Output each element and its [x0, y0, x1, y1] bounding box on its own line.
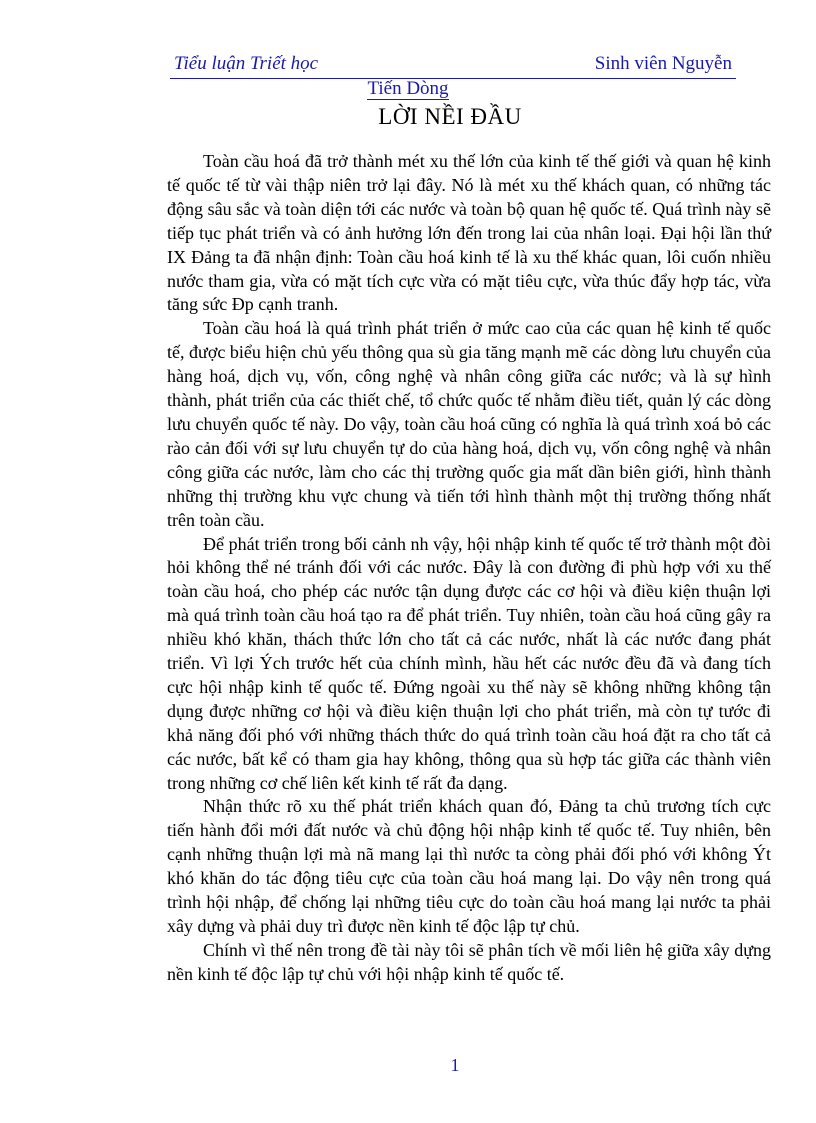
page-header	[170, 52, 736, 79]
document-title: LỜI NỀI ĐẦU	[378, 104, 522, 129]
paragraph-3: Để phát triển trong bối cảnh nh vậy, hội nhập kinh tế quốc tế trở thành một đòi hỏi không thể né tránh đối với các nước. Đây là con đường đi phù hợp với xu thế toàn cầu hoá, cho phép các nước tận dụng được các cơ hội và điều kiện thuận lợi mà quá trình toàn cầu hoá tạo ra để phát triển. Tuy nhiên, toàn cầu hoá cũng gây ra nhiều khó khăn, thách thức lớn cho tất cả các nước, nhất là các nước đang phát triển. Vì lợi Ých trước hết của chính mình, hầu hết các nước đều đã và đang tích cực hội nhập kinh tế quốc tế. Đứng ngoài xu thế này sẽ không những không tận dụng được những cơ hội và điều kiện thuận lợi cho phát triển, mà còn tự tước đi khả năng đối phó với những thách thức do quá trình toàn cầu hoá đặt ra cho tất cả các nước, bất kể có tham gia hay không, thông qua sù hợp tác giữa các thành viên trong những cơ chế liên kết kinh tế rất đa dạng.	[167, 533, 771, 793]
document-body	[167, 150, 771, 987]
page-number: 1	[450, 1055, 460, 1075]
header-course-title: Tiểu luận Triết học	[174, 53, 319, 74]
paragraph-2: Toàn cầu hoá là quá trình phát triển ở mức cao của các quan hệ kinh tế quốc tế, được biểu hiện chủ yếu thông qua sù gia tăng mạnh mẽ các dòng lưu chuyển của hàng hoá, dịch vụ, vốn, công nghệ và nhân công giữa các nước; và là sự hình thành, phát triển của các thiết chế, tổ chức quốc tế nhằm điều tiết, quản lý các dòng lưu chuyển quốc tế này. Do vậy, toàn cầu hoá cũng có nghĩa là quá trình xoá bỏ các rào cản đối với sự lưu chuyển tự do của hàng hoá, dịch vụ, vốn công nghệ và nhân công giữa các nước, làm cho các thị trường quốc gia mất dần biên giới, hình thành những thị trường khu vực chung và tiến tới hình thành một thị trường thống nhất trên toàn cầu.	[167, 318, 771, 530]
header-student-name-continued	[0, 78, 816, 100]
header-continuation-text: Tiến Dòng	[367, 78, 449, 99]
paragraph-4: Nhận thức rõ xu thế phát triển khách quan đó, Đảng ta chủ trương tích cực tiến hành đổi mới đất nước và chủ động hội nhập kinh tế quốc tế. Tuy nhiên, bên cạnh những thuận lợi mà nã mang lại thì nước ta còng phải đối phó với không Ýt khó khăn do tác động tiêu cực của toàn cầu hoá mang lại. Do vậy nên trong quá trình hội nhập, để chống lại những tiêu cực do toàn cầu hoá mang lại nước ta phải xây dựng và phải duy trì được nền kinh tế độc lập tự chủ.	[167, 796, 771, 936]
header-student-name: Sinh viên Nguyễn	[594, 53, 732, 74]
paragraph-1: Toàn cầu hoá đã trở thành mét xu thế lớn của kinh tế thế giới và quan hệ kinh tế quốc tế từ vài thập niên trở lại đây. Nó là mét xu thế khách quan, có những tác động sâu sắc và toàn diện tới các nước và toàn bộ quan hệ quốc tế. Quá trình này sẽ tiếp tục phát triển và có ảnh hưởng lớn đến trong lai của nhân loại. Đại hội lần thứ IX Đảng ta đã nhận định: Toàn cầu hoá kinh tế là xu thế khác quan, lôi cuốn nhiều nước tham gia, vừa có mặt tích cực vừa có mặt tiêu cực, vừa thúc đẩy hợp tác, vừa tăng sức Đp cạnh tranh.	[167, 151, 771, 315]
paragraph-5: Chính vì thế nên trong đề tài này tôi sẽ phân tích về mối liên hệ giữa xây dựng nền kinh tế độc lập tự chủ với hội nhập kinh tế quốc tế.	[167, 939, 771, 984]
